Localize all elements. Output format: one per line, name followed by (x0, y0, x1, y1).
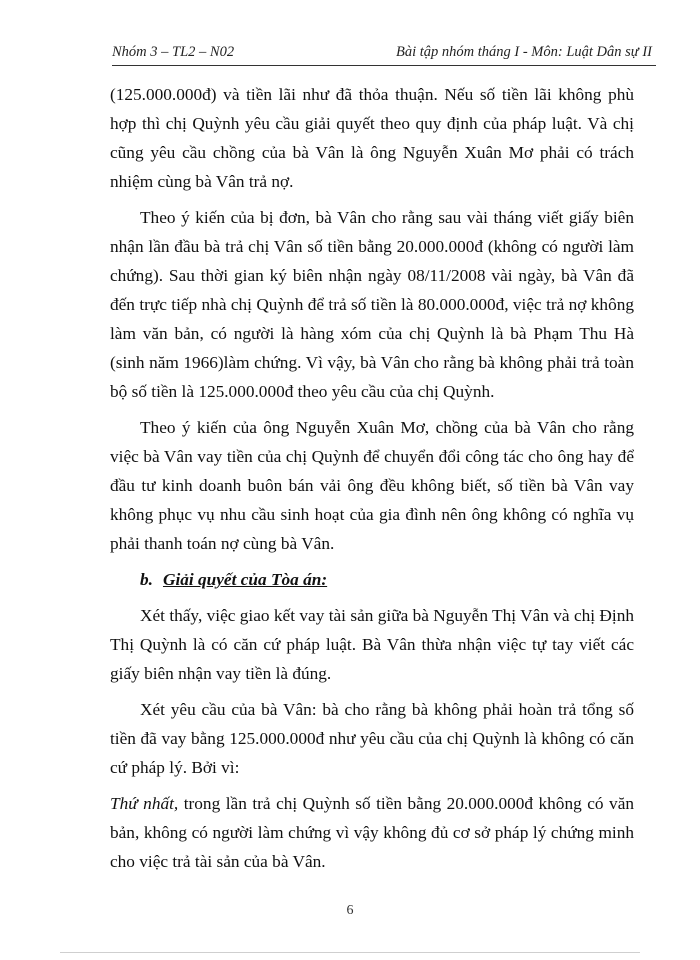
paragraph-5: Xét yêu cầu của bà Vân: bà cho rằng bà không phải hoàn trả tổng số tiền đã vay bằng 125.000.000đ như yêu cầu của chị Quỳnh là không có căn cứ pháp lý. Bởi vì: (110, 700, 634, 777)
section-heading (110, 565, 634, 594)
page-header (112, 44, 652, 61)
header-divider (112, 65, 656, 66)
page-number: 6 (346, 903, 354, 918)
paragraph-4: Xét thấy, việc giao kết vay tài sản giữa bà Nguyễn Thị Vân và chị Định Thị Quỳnh là có căn cứ pháp luật. Bà Vân thừa nhận việc tự tay viết các giấy biên nhận vay tiền là đúng. (110, 606, 634, 683)
header-course-label: Bài tập nhóm tháng I - Môn: Luật Dân sự II (395, 44, 652, 60)
paragraph-1: (125.000.000đ) và tiền lãi như đã thỏa thuận. Nếu số tiền lãi không phù hợp thì chị Quỳnh yêu cầu giải quyết theo quy định của pháp luật. Và chị cũng yêu cầu chồng của bà Vân là ông Nguyễn Xuân Mơ phải có trách nhiệm cùng bà Vân trả nợ. (110, 85, 634, 191)
paragraph-3: Theo ý kiến của ông Nguyễn Xuân Mơ, chồng của bà Vân cho rằng việc bà Vân vay tiền của chị Quỳnh để chuyển đổi công tác cho ông hay để đầu tư kinh doanh buôn bán vải ông đều không biết, số tiền bà Vân vay không phục vụ nhu cầu sinh hoạt của gia đình nên ông không có nghĩa vụ phải thanh toán nợ cùng bà Vân. (110, 418, 634, 553)
header-group-label: Nhóm 3 – TL2 – N02 (112, 44, 235, 60)
paragraph-2: Theo ý kiến của bị đơn, bà Vân cho rằng sau vài tháng viết giấy biên nhận lần đầu bà trả chị Vân số tiền bằng 20.000.000đ (không có người làm chứng). Sau thời gian ký biên nhận ngày 08/11/2008 vài ngày, bà Vân đã đến trực tiếp nhà chị Quỳnh để trả số tiền là 80.000.000đ, việc trả nợ không làm văn bản, có người là hàng xóm của chị Quỳnh là bà Phạm Thu Hà (sinh năm 1966)làm chứng. Vì vậy, bà Vân cho rằng bà không phải trả toàn bộ số tiền là 125.000.000đ theo yêu cầu của chị Quỳnh. (110, 208, 634, 401)
section-heading-title: Giải quyết của Tòa án: (162, 570, 328, 589)
paragraph-6 (110, 789, 634, 876)
page-bottom-divider (60, 952, 640, 953)
paragraph-6-text: trong lần trả chị Quỳnh số tiền bằng 20.000.000đ không có văn bản, không có người làm chứng vì vậy không đủ cơ sở pháp lý chứng minh cho việc trả tài sản của bà Vân. (110, 794, 634, 871)
section-heading-label: b. (140, 570, 153, 589)
paragraph-6-emphasis: Thứ nhất, (110, 794, 179, 813)
document-body (110, 80, 634, 883)
